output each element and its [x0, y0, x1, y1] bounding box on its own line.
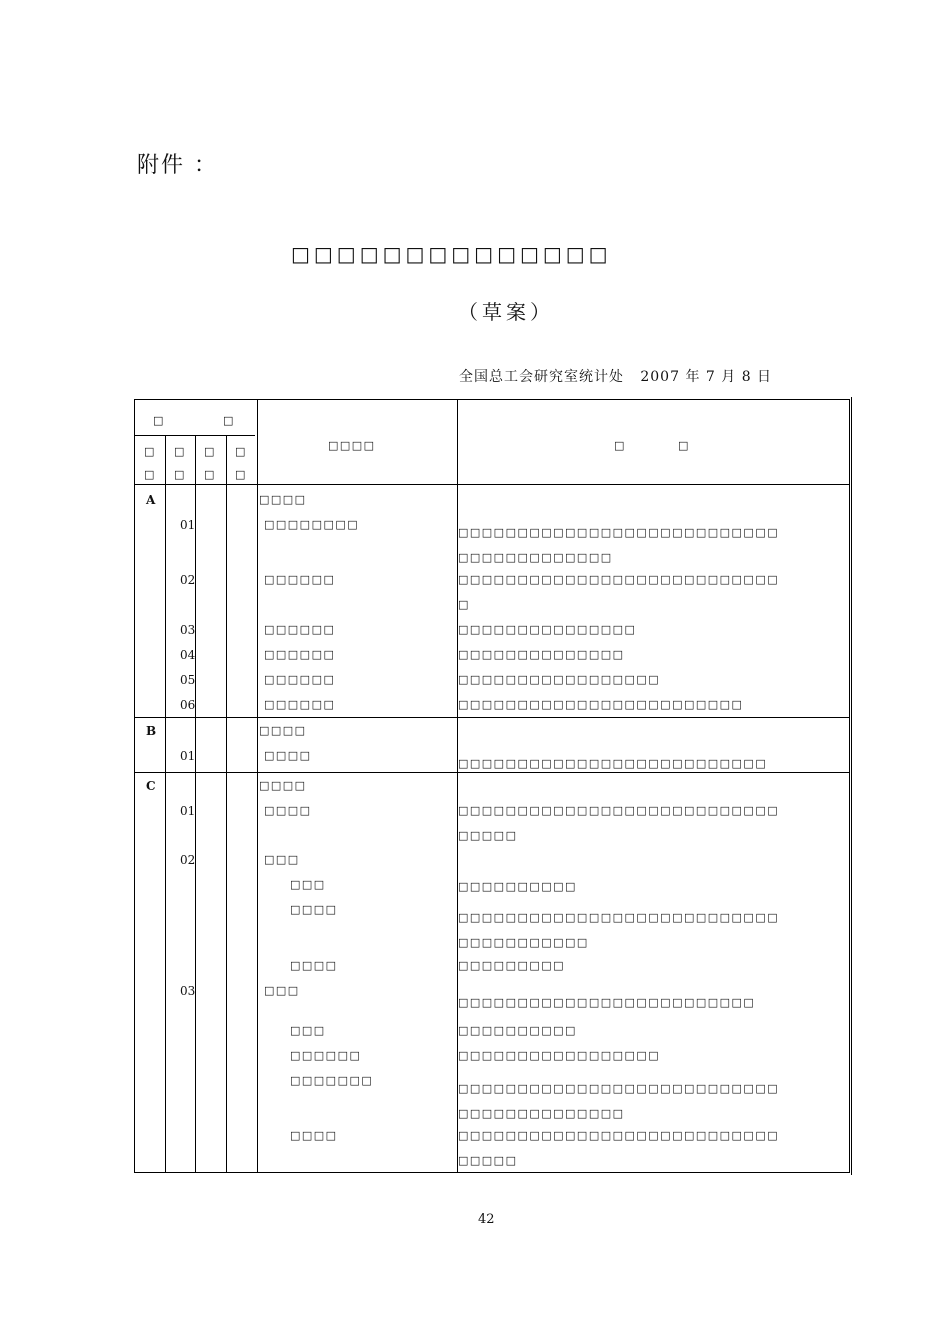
category-name: □□□□	[259, 493, 307, 506]
description-line: □□□□□□□□□□□□□	[458, 551, 613, 564]
desc-col-header: □	[614, 439, 625, 452]
code-col-header: □	[144, 468, 155, 481]
category-name: □□□	[290, 1024, 326, 1037]
col-divider	[257, 400, 258, 1172]
section-rule	[135, 717, 849, 718]
description-line: □□□□□□□□□□□□□□□□□□□□□□□□	[458, 698, 744, 711]
description-line: □□□□□□□□□□□□□□□□□□□□□□□□□□□	[458, 911, 780, 924]
minor-code: 05	[180, 673, 196, 687]
category-name: □□□	[264, 853, 300, 866]
code-col-header: □	[204, 468, 215, 481]
category-name: □□□□	[259, 779, 307, 792]
draft-subtitle: （草案）	[458, 300, 554, 324]
minor-code: 01	[180, 749, 196, 763]
section-rule	[135, 772, 849, 773]
description-line: □□□□□□□□□□□□□□□□□□□□□□□□□□□	[458, 1129, 780, 1142]
code-col-header: □	[144, 445, 155, 458]
col-divider	[226, 435, 227, 1172]
header-rule	[135, 484, 849, 485]
category-name: □□□	[264, 984, 300, 997]
category-name: □□□□	[290, 1129, 338, 1142]
minor-code: 06	[180, 698, 196, 712]
document-title: □□□□□□□□□□□□□□	[291, 242, 612, 266]
code-col-header: □	[235, 468, 246, 481]
minor-code: 03	[180, 623, 196, 637]
description-line: □□□□□□□□□□□□□□	[458, 648, 625, 661]
category-name: □□□□□□	[264, 648, 336, 661]
minor-code: 02	[180, 853, 196, 867]
attachment-label: 附件 ：	[137, 153, 218, 178]
minor-code: 04	[180, 648, 196, 662]
description-line: □□□□□	[458, 1154, 518, 1167]
table-outer-edge	[851, 397, 852, 1175]
description-line: □□□□□□□□□□□□□□□□□	[458, 673, 661, 686]
minor-code: 01	[180, 804, 196, 818]
description-line: □□□□□□□□□□□□□□	[458, 1107, 625, 1120]
desc-col-header: □	[678, 439, 689, 452]
category-name: □□□□	[264, 804, 312, 817]
category-name: □□□□□□	[264, 698, 336, 711]
code-group-header: □	[153, 414, 164, 427]
major-code: A	[146, 493, 156, 507]
code-col-header: □	[204, 445, 215, 458]
description-line: □□□□□□□□□□□	[458, 936, 589, 949]
category-name: □□□□	[264, 749, 312, 762]
classification-table	[134, 399, 850, 1173]
description-line: □□□□□□□□□□□□□□□□□□□□□□□□□□□	[458, 1082, 780, 1095]
code-group-header: □	[223, 414, 234, 427]
minor-code: 01	[180, 518, 196, 532]
minor-code: 02	[180, 573, 196, 587]
category-name: □□□□□□□	[290, 1074, 374, 1087]
major-code: C	[146, 779, 156, 793]
description-line: □	[458, 598, 470, 611]
description-line: □□□□□□□□□□	[458, 1024, 577, 1037]
description-line: □□□□□□□□□□□□□□□□□□□□□□□□□	[458, 996, 756, 1009]
col-divider	[165, 435, 166, 1172]
description-line: □□□□□□□□□□□□□□□□□□□□□□□□□□	[458, 757, 768, 770]
issue-date: 2007 年 7 月 8 日	[640, 369, 773, 385]
description-line: □□□□□□□□□□	[458, 880, 577, 893]
description-line: □□□□□□□□□□□□□□□	[458, 623, 637, 636]
category-name: □□□□	[290, 903, 338, 916]
category-name: □□□□□□	[264, 623, 336, 636]
major-code: B	[146, 724, 157, 738]
category-name: □□□□	[259, 724, 307, 737]
description-line: □□□□□□□□□□□□□□□□□	[458, 1049, 661, 1062]
category-name: □□□□□□□□	[264, 518, 360, 531]
code-col-header: □	[174, 468, 185, 481]
description-line: □□□□□□□□□	[458, 959, 566, 972]
description-line: □□□□□	[458, 829, 518, 842]
category-name: □□□□□□	[290, 1049, 362, 1062]
description-line: □□□□□□□□□□□□□□□□□□□□□□□□□□□	[458, 573, 780, 586]
code-col-header: □	[235, 445, 246, 458]
description-line: □□□□□□□□□□□□□□□□□□□□□□□□□□□	[458, 526, 780, 539]
category-name: □□□□	[290, 959, 338, 972]
code-col-header: □	[174, 445, 185, 458]
header-subrule	[135, 435, 255, 436]
name-col-header: □□□□	[328, 439, 376, 452]
minor-code: 03	[180, 984, 196, 998]
page-number: 42	[478, 1212, 495, 1227]
issuer-line	[459, 366, 772, 386]
category-name: □□□□□□	[264, 573, 336, 586]
description-line: □□□□□□□□□□□□□□□□□□□□□□□□□□□	[458, 804, 780, 817]
category-name: □□□	[290, 878, 326, 891]
category-name: □□□□□□	[264, 673, 336, 686]
issuer-name: 全国总工会研究室统计处	[459, 369, 624, 385]
